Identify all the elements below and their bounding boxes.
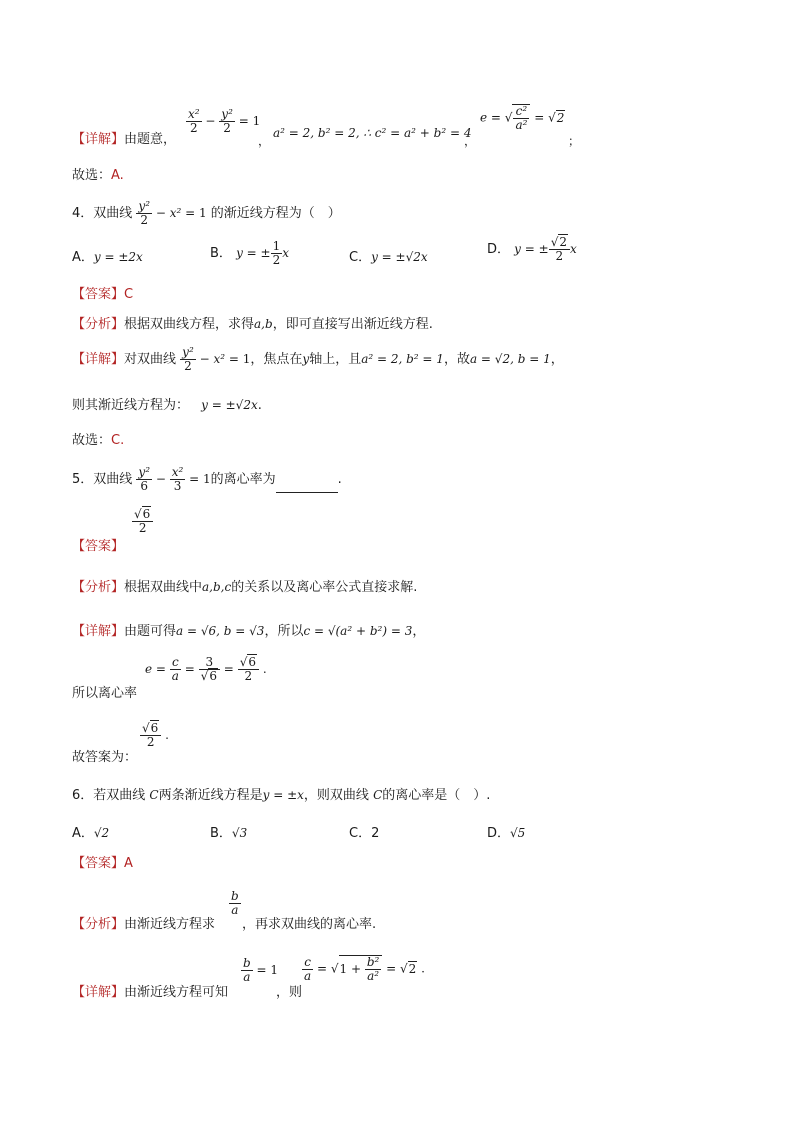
q5-final-line: 故答案为： (72, 750, 138, 765)
q3-detail-line (72, 128, 176, 147)
q5-answer-blank (276, 480, 338, 493)
q6-detail-line: 【详解】由渐近线方程可知 (72, 985, 229, 1000)
q4-answer: C (124, 287, 134, 302)
q5-analysis-line: 【分析】根据双曲线中a,b,c的关系以及离心率公式直接求解. (72, 580, 418, 595)
q6-option-a: A．√2 (72, 826, 110, 841)
q4-stem-prefix: 4．双曲线 (72, 206, 133, 222)
q6-answer-line: 【答案】A (72, 856, 133, 871)
q6-option-d: D．√5 (487, 826, 526, 841)
q5-detail-line: 【详解】由题可得a = √6, b = √3，所以c = √(a² + b²) = 3， (72, 624, 426, 639)
q3-detail-label: 【详解】 (72, 132, 125, 147)
q4-option-b: B． y = ± $\frac{1}{2}$ x (210, 239, 290, 268)
q4-asymptote-line: 则其渐近线方程为： y = ±√2x. (72, 398, 262, 413)
q5-answer-line: 【答案】 (72, 539, 125, 554)
q4-choice-line: 故选：C. (72, 433, 125, 448)
q5-ecc-eq: e = $\frac{c}{a}$ = $\frac{3}{√6}$ = $\frac{√6}{2}$ . (145, 655, 267, 684)
q6-analysis-line: 【分析】由渐近线方程求 (72, 917, 216, 932)
q3-sep2: ， (464, 134, 477, 148)
q6-option-b: B．√3 (210, 826, 248, 841)
q6-analysis-post: ，再求双曲线的离心率. (242, 917, 377, 932)
q4-stem (72, 200, 341, 227)
q4-option-d: D． y = ± $\frac{√2}{2}$ x (487, 235, 577, 264)
q3-choice-line (72, 164, 124, 183)
q3-end: ； (568, 134, 581, 148)
q6-detail-then: ，则 (276, 985, 303, 1000)
q6-option-c: C．2 (349, 826, 380, 841)
q4-option-c: C．y = ±√2x (349, 250, 428, 265)
q4-detail-line: 【详解】对双曲线 $\frac{\text{y²}}{2}$ − x² = 1，焦点在y轴上，且a² = 2, b² = 1，故a = √2, b = 1， (72, 345, 564, 374)
q3-eq1: $\frac{\text{x²}}{2}$ − $\frac{\text{y²}}{2}$ = 1 (188, 107, 261, 136)
q4-option-a: A．y = ±2x (72, 250, 143, 265)
q4-analysis-line: 【分析】根据双曲线方程，求得a,b，即可直接写出渐近线方程. (72, 317, 433, 332)
q6-stem: 6．若双曲线 C两条渐近线方程是y = ±x，则双曲线 C的离心率是（ ）. (72, 788, 491, 803)
q6-analysis-eq: $\frac{b}{a}$ (231, 889, 239, 918)
q5-answer: $\frac{√6}{2}$ (132, 508, 153, 535)
q3-choice: A. (111, 168, 124, 183)
q4-stem-suffix: 的渐近线方程为（ ） (210, 206, 341, 222)
q3-sep1: ， (258, 134, 271, 148)
q3-choice-label: 故选： (72, 168, 112, 183)
q6-detail-eq1: $\frac{b}{a}$ = 1 (243, 956, 279, 985)
q6-detail-eq2: $\frac{c}{a}$ = √1 + $\frac{\text{b²}}{\text{a²}}$ = √2 . (304, 954, 425, 984)
q5-stem: 5．双曲线 $\frac{\text{y²}}{6}$ − $\frac{\text{x²}}{3}$ = 1的离心率为 . (72, 465, 342, 494)
q3-eq3: e = √ $\frac{\text{c²}}{\text{a²}}$ = √2 (480, 104, 565, 133)
q4-answer-line: 【答案】C (72, 287, 134, 302)
q5-ecc-label: 所以离心率 (72, 686, 138, 701)
q5-final-eq: $\frac{√6}{2}$ . (142, 721, 169, 750)
q3-eq2: a² = 2, b² = 2, ∴ c² = a² + b² = 4 (273, 126, 472, 140)
q4-stem-eq: $\frac{\text{y²}}{2}$ − x² = 1 (138, 199, 207, 228)
q3-detail-text: 由题意， (124, 132, 177, 147)
